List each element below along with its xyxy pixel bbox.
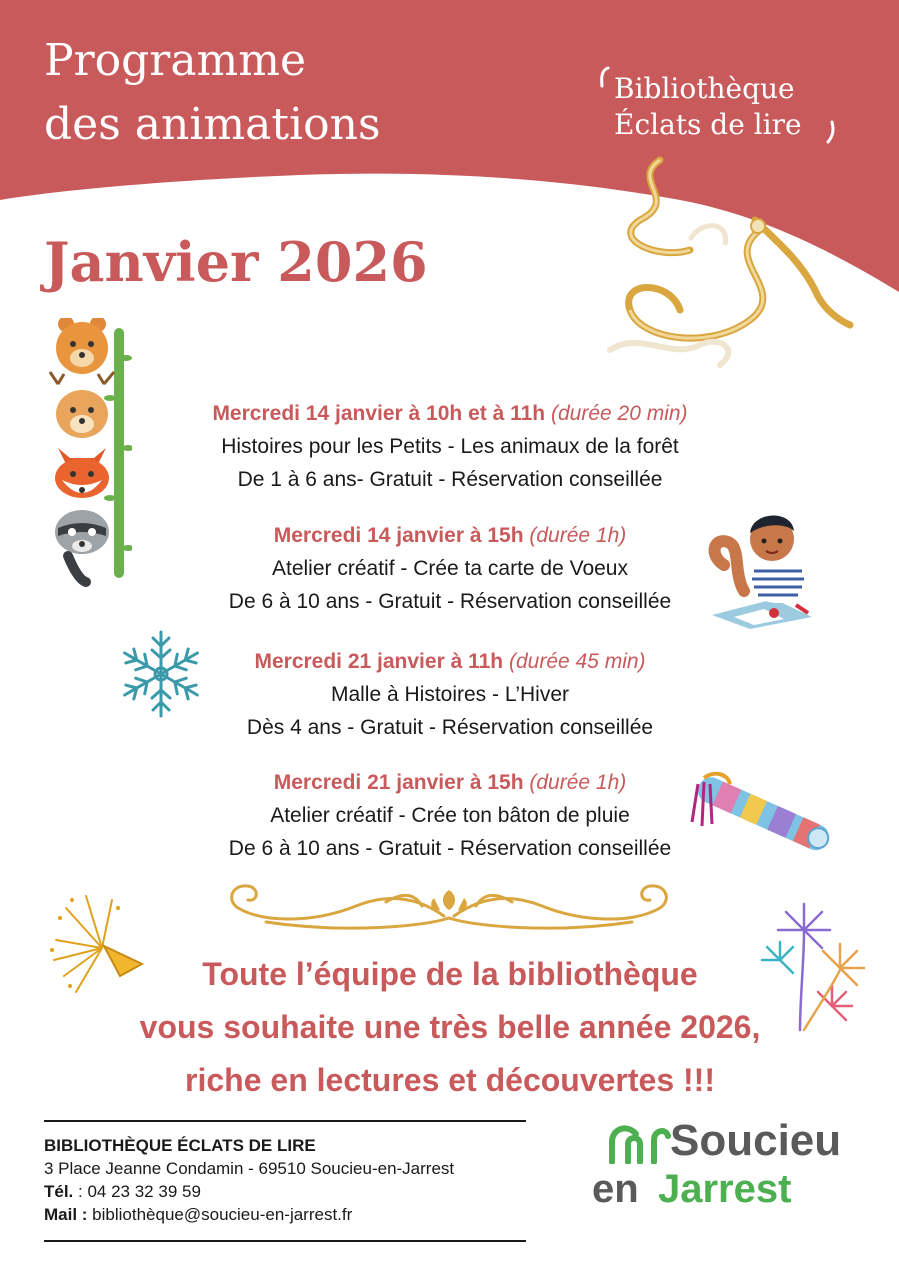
brand-line1: Bibliothèque <box>614 72 795 105</box>
town-logo-arches-icon <box>606 1118 672 1164</box>
event-2-details: De 6 à 10 ans - Gratuit - Réservation conseillée <box>228 590 672 613</box>
child-crafting-illustration <box>704 505 820 631</box>
logo-line2-jarrest: Jarrest <box>658 1167 792 1211</box>
footer-mail-value[interactable]: bibliothèque@soucieu-en-jarrest.fr <box>87 1205 353 1224</box>
event-4-when: Mercredi 21 janvier à 15h <box>273 771 524 794</box>
event-3 <box>150 645 750 744</box>
event-3-details: Dès 4 ans - Gratuit - Réservation conseillée <box>246 716 654 739</box>
month-title: Janvier 2026 <box>44 230 428 294</box>
new-year-greeting <box>40 948 860 1107</box>
footer-tel-label: Tél. <box>44 1182 74 1201</box>
footer-address: 3 Place Jeanne Condamin - 69510 Soucieu-en-Jarrest <box>44 1159 455 1178</box>
footer-top-rule <box>44 1120 526 1122</box>
program-title-line2: des animations <box>44 99 381 150</box>
event-3-when: Mercredi 21 janvier à 11h <box>254 650 504 673</box>
open-quote-icon <box>598 66 612 90</box>
ornamental-divider <box>226 876 672 936</box>
event-1 <box>150 397 750 496</box>
brand-line2: Éclats de lire <box>614 108 802 141</box>
footer-tel-value: : 04 23 32 39 59 <box>73 1182 201 1201</box>
footer-contact <box>44 1134 454 1226</box>
event-2-title: Atelier créatif - Crée ta carte de Voeux <box>271 557 628 580</box>
soucieu-en-jarrest-logo <box>590 1116 860 1216</box>
logo-line2-en: en <box>592 1167 639 1211</box>
footer-bottom-rule <box>44 1240 526 1242</box>
forest-animals-illustration <box>48 318 132 590</box>
footer-mail-label: Mail : <box>44 1205 88 1224</box>
golden-snake-illustration <box>600 150 860 390</box>
greeting-line3: riche en lectures et découvertes !!! <box>185 1062 715 1098</box>
event-4-details: De 6 à 10 ans - Gratuit - Réservation conseillée <box>228 837 672 860</box>
rain-stick-illustration <box>684 764 840 860</box>
close-quote-icon <box>824 120 838 144</box>
event-1-duration: (durée 20 min) <box>550 402 688 425</box>
logo-line1: Soucieu <box>670 1116 842 1165</box>
event-1-when: Mercredi 14 janvier à 10h et à 11h <box>212 402 546 425</box>
event-2 <box>150 519 750 618</box>
event-2-when: Mercredi 14 janvier à 15h <box>273 524 524 547</box>
event-4 <box>150 766 750 865</box>
event-3-title: Malle à Histoires - L’Hiver <box>330 683 570 706</box>
greeting-line2: vous souhaite une très belle année 2026, <box>139 1009 761 1045</box>
event-2-duration: (durée 1h) <box>529 524 627 547</box>
footer-library-name: BIBLIOTHÈQUE ÉCLATS DE LIRE <box>44 1136 316 1155</box>
event-3-duration: (durée 45 min) <box>508 650 646 673</box>
program-title-line1: Programme <box>44 35 307 86</box>
greeting-line1: Toute l’équipe de la bibliothèque <box>202 956 698 992</box>
snowflake-icon <box>110 628 212 720</box>
event-4-title: Atelier créatif - Crée ton bâton de pluie <box>270 804 630 827</box>
event-1-details: De 1 à 6 ans- Gratuit - Réservation conseillée <box>237 468 663 491</box>
event-1-title: Histoires pour les Petits - Les animaux de la forêt <box>221 435 679 458</box>
event-4-duration: (durée 1h) <box>529 771 627 794</box>
